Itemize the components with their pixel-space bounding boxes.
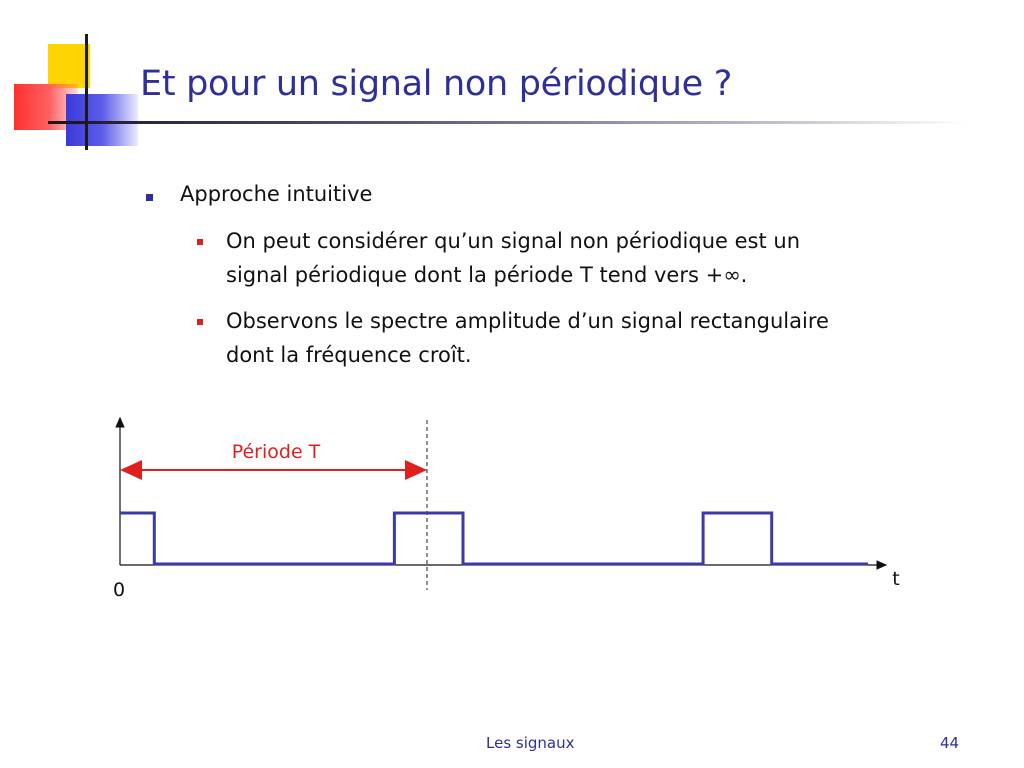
sub-bullet-1-line2: signal périodique dont la période T tend vers +∞. <box>226 263 748 287</box>
signal-trace <box>120 513 868 564</box>
footer-title: Les signaux <box>486 734 575 752</box>
page-number: 44 <box>940 734 960 752</box>
time-axis-label: t <box>892 568 900 590</box>
sub-bullet-2-line1: Observons le spectre amplitude d’un signal rectangulaire <box>226 309 829 333</box>
signal-waveform <box>120 513 868 564</box>
period-label: Période T <box>231 441 321 463</box>
bullet-level1: Approche intuitive <box>180 182 373 206</box>
slide-title: Et pour un signal non périodique ? <box>140 64 732 104</box>
origin-label: 0 <box>112 579 126 601</box>
sub-bullet-2-line2: dont la fréquence croît. <box>226 343 472 367</box>
sub-bullet-1-line1: On peut considérer qu’un signal non périodique est un <box>226 229 801 253</box>
